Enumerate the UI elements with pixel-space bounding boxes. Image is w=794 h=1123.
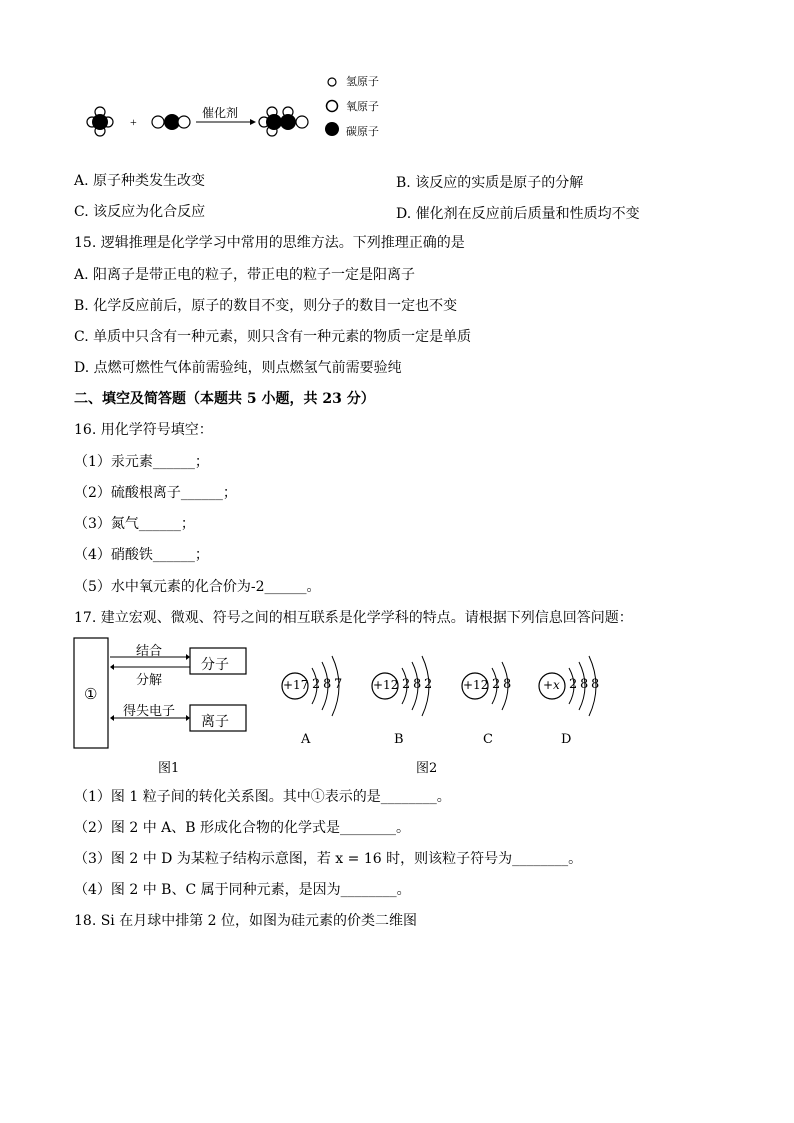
legend-carbon-icon: [324, 121, 340, 137]
atom-d-shell-3: 8: [591, 677, 600, 692]
fig1-circle-label: ①: [84, 685, 98, 703]
atom-a-nucleus: +17: [283, 678, 309, 692]
atom-b-shell-2: 8: [413, 677, 422, 692]
q15-option-c: C. 单质中只含有一种元素，则只含有一种元素的物质一定是单质: [74, 329, 472, 345]
atom-b-label: B: [394, 732, 404, 747]
q14-option-c: C. 该反应为化合反应: [74, 204, 206, 220]
atom-c-shell-2: 8: [503, 677, 512, 692]
methane-molecule: [87, 107, 113, 136]
fig1-decompose-label: 分解: [136, 673, 163, 688]
atom-d-shell-1: 2: [569, 677, 578, 692]
q16-item-1: （1）汞元素______；: [74, 454, 209, 470]
fig1-ion-box: 离子: [201, 714, 229, 730]
q17-item-3: （3）图 2 中 D 为某粒子结构示意图，若 x = 16 时，则该粒子符号为________。: [74, 851, 583, 867]
fig2-caption: 图2: [416, 761, 438, 776]
q15-stem: 15. 逻辑推理是化学学习中常用的思维方法。下列推理正确的是: [74, 235, 465, 251]
q16-item-4: （4）硝酸铁______；: [74, 547, 209, 563]
q14-option-b: B. 该反应的实质是原子的分解: [396, 175, 584, 191]
q14-option-a: A. 原子种类发生改变: [74, 173, 206, 189]
atom-a-shell-3: 7: [334, 677, 343, 692]
atom-c-label: C: [483, 732, 493, 747]
q16-item-5: （5）水中氧元素的化合价为-2______。: [74, 579, 321, 595]
q15-option-d: D. 点燃可燃性气体前需验纯，则点燃氢气前需要验纯: [74, 360, 402, 376]
atom-a-shell-2: 8: [323, 677, 332, 692]
catalyst-label: 催化剂: [202, 106, 239, 120]
q17-item-4: （4）图 2 中 B、C 属于同种元素，是因为________。: [74, 882, 411, 898]
q15-option-b: B. 化学反应前后，原子的数目不变，则分子的数目一定也不变: [74, 298, 458, 314]
fig1-combine-label: 结合: [136, 644, 163, 659]
legend-oxygen-icon: [325, 99, 339, 113]
legend-oxygen: 氧原子: [346, 100, 379, 113]
fig1-caption: 图1: [158, 761, 180, 776]
fig1-gain-lose-label: 得失电子: [123, 704, 176, 719]
legend-hydrogen-icon: [326, 76, 338, 88]
q17-item-1: （1）图 1 粒子间的转化关系图。其中①表示的是________。: [74, 789, 451, 805]
q15-option-a: A. 阳离子是带正电的粒子，带正电的粒子一定是阳离子: [74, 267, 416, 283]
q17-stem: 17. 建立宏观、微观、符号之间的相互联系是化学学科的特点。请根据下列信息回答问题：: [74, 610, 633, 626]
plus-sign: +: [130, 115, 137, 129]
q16-stem: 16. 用化学符号填空：: [74, 422, 213, 438]
q17-item-2: （2）图 2 中 A、B 形成化合物的化学式是________。: [74, 820, 411, 836]
co-molecule: [152, 114, 190, 130]
section-2-title: 二、填空及简答题（本题共 5 小题，共 23 分）: [74, 391, 375, 407]
reaction-diagram: [78, 96, 310, 148]
atom-a-shell-1: 2: [312, 677, 321, 692]
product-molecule: [259, 107, 308, 136]
atom-c-nucleus: +12: [463, 678, 489, 692]
atom-c-shell-1: 2: [492, 677, 501, 692]
legend-carbon: 碳原子: [346, 125, 379, 138]
atom-b-shell-3: 2: [424, 677, 433, 692]
legend-hydrogen: 氢原子: [346, 75, 379, 88]
atom-d-nucleus: +x: [543, 678, 560, 692]
atom-d-label: D: [561, 732, 572, 747]
q14-option-d: D. 催化剂在反应前后质量和性质均不变: [396, 206, 640, 222]
atom-a-label: A: [301, 732, 311, 747]
q16-item-2: （2）硫酸根离子______；: [74, 485, 237, 501]
atom-d-shell-2: 8: [580, 677, 589, 692]
fig1-molecule-box: 分子: [201, 657, 229, 673]
q16-item-3: （3）氮气______；: [74, 516, 195, 532]
atom-b-shell-1: 2: [402, 677, 411, 692]
q18-stem: 18. Si 在月球中排第 2 位，如图为硅元素的价类二维图: [74, 913, 418, 929]
atom-b-nucleus: +12: [373, 678, 399, 692]
